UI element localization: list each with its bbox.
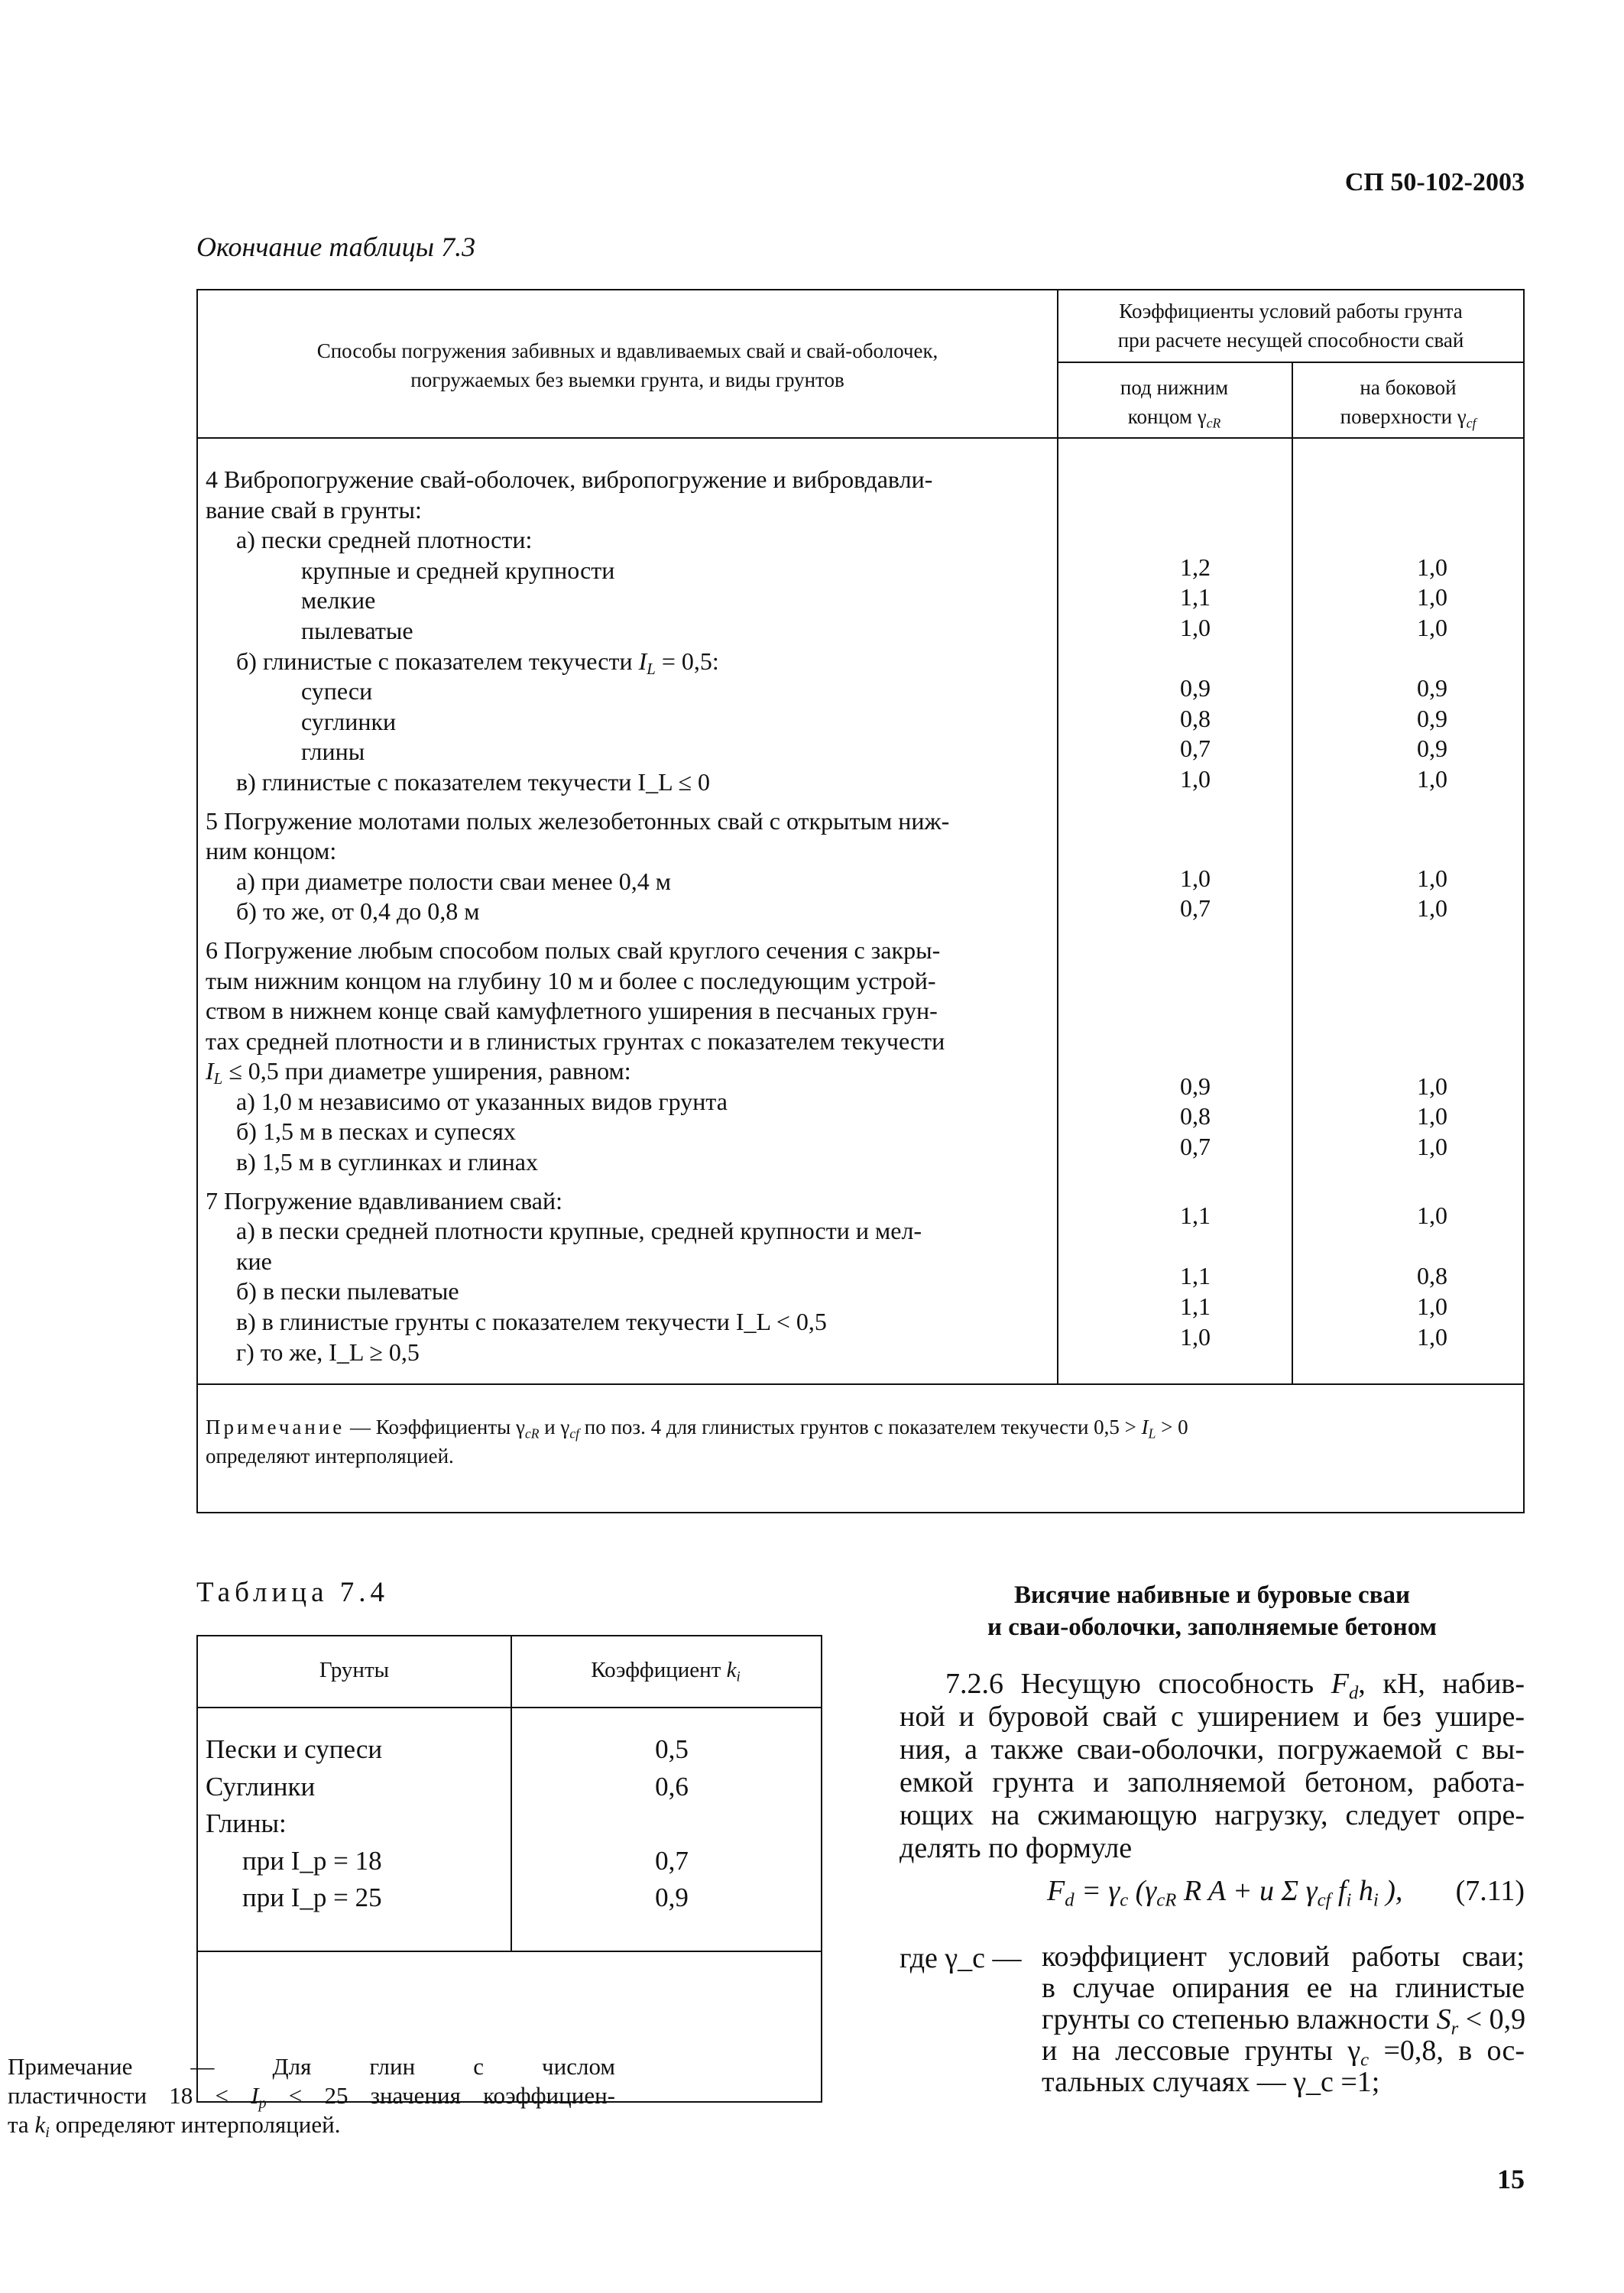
text-line: и на лессовые грунты $\gamma_c =0,8$, в ос- bbox=[1042, 2035, 1525, 2071]
row-text: а) пески средней плотности: bbox=[236, 526, 533, 554]
table-row bbox=[198, 864, 1523, 897]
text-line: в случае опирания ее на глинистые bbox=[1042, 1972, 1525, 2004]
table-row bbox=[198, 676, 1523, 707]
coefficient-end: 1,0 bbox=[1180, 764, 1211, 793]
table-row bbox=[198, 647, 1523, 677]
soil-name: Пески и супеси bbox=[206, 1734, 383, 1764]
heading-line: Висячие набивные и буровые сваи bbox=[1013, 1581, 1411, 1609]
row-text: тым нижним концом на глубину 10 м и более с последующим устрой- bbox=[206, 966, 936, 994]
table-7-4-title: Таблица 7.4 bbox=[196, 1577, 389, 1608]
table-row bbox=[198, 704, 1523, 738]
coefficient-end: 0,9 bbox=[1180, 674, 1211, 702]
row-text: 5 Погружение молотами полых железобетонных свай с открытым ниж- bbox=[206, 806, 950, 835]
table-7-4 bbox=[196, 1635, 822, 2103]
text-line: грунты со степенью влажности $S_r < 0,9$ bbox=[1042, 2003, 1526, 2039]
coefficient-side: 1,0 bbox=[1417, 864, 1447, 892]
column-header-method bbox=[198, 336, 1057, 394]
coefficient-side: 1,0 bbox=[1417, 1292, 1447, 1321]
row-text: г) то же, I_L ≥ 0,5 bbox=[236, 1338, 420, 1366]
where-label: где γ_c — bbox=[900, 1942, 1022, 1974]
row-text: а) 1,0 м независимо от указанных видов грунта bbox=[236, 1087, 728, 1115]
row-text: а) в пески средней плотности крупные, средней крупности и мел- bbox=[236, 1217, 922, 1245]
coefficient-end: 1,0 bbox=[1180, 1322, 1211, 1351]
row-text: ним концом: bbox=[206, 837, 337, 865]
row-text: кие bbox=[236, 1247, 272, 1275]
row-text: крупные и средней крупности bbox=[301, 556, 615, 584]
row-text: 4 Вибропогружение свай-оболочек, вибропогружение и вибровдавли- bbox=[206, 465, 933, 493]
text-line: коэффициент условий работы сваи; bbox=[1042, 1941, 1525, 1973]
column-header-end bbox=[1057, 373, 1292, 431]
row-text: тах средней плотности и в глинистых грунтах с показателем текучести bbox=[206, 1026, 945, 1055]
table-body bbox=[198, 465, 1523, 1367]
coefficient-side: 1,0 bbox=[1417, 583, 1447, 611]
table-row bbox=[198, 495, 1523, 526]
table-row bbox=[198, 1262, 1523, 1307]
table-row bbox=[198, 465, 1523, 495]
row-text: в) глинистые с показателем текучести I_L ≤ 0 bbox=[236, 767, 710, 796]
coefficient-end: 0,7 bbox=[1180, 735, 1211, 763]
table-row bbox=[198, 737, 1523, 767]
column-header-side bbox=[1292, 373, 1525, 431]
text-line: 7.2.6 Несущую способность $F_d$, кН, набив- bbox=[945, 1668, 1525, 1704]
coefficient-side: 1,0 bbox=[1417, 894, 1447, 923]
table-row bbox=[198, 1102, 1523, 1147]
header-line: при расчете несущей способности свай bbox=[1117, 329, 1464, 352]
document-code: СП 50-102-2003 bbox=[1344, 168, 1525, 196]
text-line: емкой грунта и заполняемой бетоном, работа- bbox=[900, 1766, 1525, 1798]
coefficient-end: 1,1 bbox=[1180, 1262, 1211, 1290]
note-text: — Коэффициенты $\gamma_{cR}$ и $\gamma_{cf}$ по поз. 4 для глинистых грунтов с показателем текучести $0,5 > I_L > 0$ bbox=[345, 1416, 1188, 1442]
soil-name: Суглинки bbox=[206, 1771, 316, 1802]
coefficient-end: 0,7 bbox=[1180, 1133, 1211, 1161]
coefficient-end: 0,9 bbox=[1180, 1072, 1211, 1100]
table-row bbox=[198, 966, 1523, 997]
text-line: ющих на сжимающую нагрузку, следует опре- bbox=[900, 1799, 1525, 1831]
table-row bbox=[198, 553, 1523, 586]
coefficient-value: 0,9 bbox=[655, 1883, 689, 1912]
header-line: под нижним bbox=[1120, 376, 1229, 399]
table-row bbox=[198, 1202, 1523, 1247]
coefficient-end: 0,8 bbox=[1180, 704, 1211, 732]
coefficient-side: 0,9 bbox=[1417, 704, 1447, 732]
page-number: 15 bbox=[1497, 2164, 1525, 2194]
table-row bbox=[198, 1186, 1523, 1217]
row-text: пылеватые bbox=[301, 616, 413, 644]
header-line: поверхности $\gamma_{cf}$ bbox=[1340, 405, 1477, 431]
coefficient-end: 0,7 bbox=[1180, 894, 1211, 923]
row-text: б) в пески пылеватые bbox=[236, 1277, 459, 1305]
soil-name: Глины: bbox=[206, 1808, 287, 1838]
coefficient-side: 0,9 bbox=[1417, 674, 1447, 702]
row-text: а) при диаметре полости сваи менее 0,4 м bbox=[236, 867, 671, 895]
coefficient-side: 1,0 bbox=[1417, 613, 1447, 641]
coefficient-value: 0,6 bbox=[655, 1771, 689, 1802]
table-row bbox=[198, 996, 1523, 1026]
coefficient-side: 1,0 bbox=[1417, 1202, 1447, 1230]
coefficient-end: 1,1 bbox=[1180, 1292, 1211, 1321]
column-header-soil: Грунты bbox=[319, 1658, 390, 1682]
note-label: Примечание bbox=[206, 1416, 345, 1438]
coefficient-side: 0,8 bbox=[1417, 1262, 1447, 1290]
header-line: Способы погружения забивных и вдавливаемых свай и свай-оболочек, bbox=[316, 339, 938, 362]
coefficient-side: 0,9 bbox=[1417, 735, 1447, 763]
row-text: б) 1,5 м в песках и супесях bbox=[236, 1117, 516, 1146]
formula-number: (7.11) bbox=[1455, 1875, 1525, 1907]
table-row bbox=[198, 1292, 1523, 1338]
heading-line: и сваи-оболочки, заполняемые бетоном bbox=[987, 1614, 1438, 1641]
note-line: Примечание — Для глин с числом bbox=[8, 2053, 615, 2080]
paragraph-7-2-6 bbox=[900, 1668, 1525, 1865]
note-divider bbox=[198, 1383, 1523, 1385]
row-text: в) в глинистые грунты с показателем текучести I_L < 0,5 bbox=[236, 1308, 827, 1336]
coefficient-side: 1,0 bbox=[1417, 1072, 1447, 1100]
section-heading bbox=[900, 1579, 1525, 1643]
table-row bbox=[198, 836, 1523, 867]
text-line: ной и буровой свай с уширением и без ушире- bbox=[900, 1701, 1525, 1733]
row-divider bbox=[1057, 362, 1525, 363]
coefficient-end: 0,8 bbox=[1180, 1102, 1211, 1130]
row-text: б) то же, от 0,4 до 0,8 м bbox=[236, 897, 480, 926]
formula: $F_d = \gamma_c$ ($\gamma_{cR}$ R A + u Σ $\gamma_{cf}$ $f_i$ $h_i$ ), bbox=[1047, 1875, 1403, 1911]
table-row bbox=[198, 585, 1523, 616]
column-header-coefficient: Коэффициент $k_i$ bbox=[591, 1658, 741, 1685]
header-line: на боковой bbox=[1360, 376, 1457, 399]
table-row bbox=[198, 764, 1523, 798]
row-text: мелкие bbox=[301, 586, 376, 615]
soil-name: при I_p = 25 bbox=[242, 1883, 382, 1912]
note-line: пластичности $18 < I_p < 25$ значения коэффициен- bbox=[8, 2082, 615, 2113]
row-text: $I_L \le 0,5$ при диаметре уширения, равном: bbox=[206, 1057, 631, 1088]
note-line: та $k_i$ определяют интерполяцией. bbox=[8, 2111, 341, 2142]
coefficient-end: 1,0 bbox=[1180, 613, 1211, 641]
table-note bbox=[206, 1412, 1516, 1471]
row-text: 7 Погружение вдавливанием свай: bbox=[206, 1186, 563, 1215]
row-text: 6 Погружение любым способом полых свай круглого сечения с закры- bbox=[206, 936, 941, 964]
table-row bbox=[198, 1056, 1523, 1087]
table-row bbox=[198, 1247, 1523, 1277]
table-row bbox=[198, 1026, 1523, 1057]
note-divider bbox=[198, 1951, 821, 1952]
text-line: ния, а также сваи-оболочки, погружаемой с вы- bbox=[900, 1734, 1525, 1766]
text-line: тальных случаях — γ_c =1; bbox=[1042, 2066, 1380, 2098]
coefficient-end: 1,0 bbox=[1180, 864, 1211, 892]
header-divider bbox=[198, 437, 1523, 439]
coefficient-end: 1,2 bbox=[1180, 553, 1211, 581]
table-row bbox=[198, 1133, 1523, 1178]
table-row bbox=[198, 936, 1523, 966]
row-text: вание свай в грунты: bbox=[206, 495, 422, 524]
table-continuation-title: Окончание таблицы 7.3 bbox=[196, 232, 476, 262]
table-row bbox=[198, 806, 1523, 837]
coefficient-end: 1,1 bbox=[1180, 1202, 1211, 1230]
row-text: в) 1,5 м в суглинках и глинах bbox=[236, 1148, 538, 1176]
row-text: супеси bbox=[301, 677, 373, 705]
coefficient-side: 1,0 bbox=[1417, 764, 1447, 793]
table-7-4-note bbox=[8, 2052, 615, 2142]
coefficient-side: 1,0 bbox=[1417, 1133, 1447, 1161]
coefficient-value: 0,5 bbox=[655, 1734, 689, 1764]
coefficient-side: 1,0 bbox=[1417, 553, 1447, 581]
table-row bbox=[198, 613, 1523, 647]
table-row bbox=[198, 525, 1523, 556]
table-row bbox=[198, 894, 1523, 927]
coefficient-value: 0,7 bbox=[655, 1845, 689, 1876]
row-text: ством в нижнем конце свай камуфлетного уширения в песчаных грун- bbox=[206, 997, 938, 1025]
table-7-3 bbox=[196, 289, 1525, 1513]
header-line: погружаемых без выемки грунта, и виды грунтов bbox=[410, 368, 844, 391]
where-description bbox=[1042, 1941, 1525, 2098]
row-text: суглинки bbox=[301, 707, 397, 735]
coefficient-end: 1,1 bbox=[1180, 583, 1211, 611]
coefficient-side: 1,0 bbox=[1417, 1102, 1447, 1130]
text-line: делять по формуле bbox=[900, 1832, 1133, 1864]
header-line: концом $\gamma_{cR}$ bbox=[1127, 405, 1221, 431]
note-text: определяют интерполяцией. bbox=[206, 1445, 454, 1468]
header-line: Коэффициенты условий работы грунта bbox=[1119, 300, 1463, 323]
column-header-group bbox=[1057, 297, 1525, 355]
header-divider bbox=[198, 1707, 821, 1708]
coefficient-side: 1,0 bbox=[1417, 1322, 1447, 1351]
soil-name: при I_p = 18 bbox=[242, 1845, 382, 1876]
row-text: глины bbox=[301, 738, 365, 766]
row-text: б) глинистые с показателем текучести $I_L = 0,5$: bbox=[236, 647, 719, 678]
